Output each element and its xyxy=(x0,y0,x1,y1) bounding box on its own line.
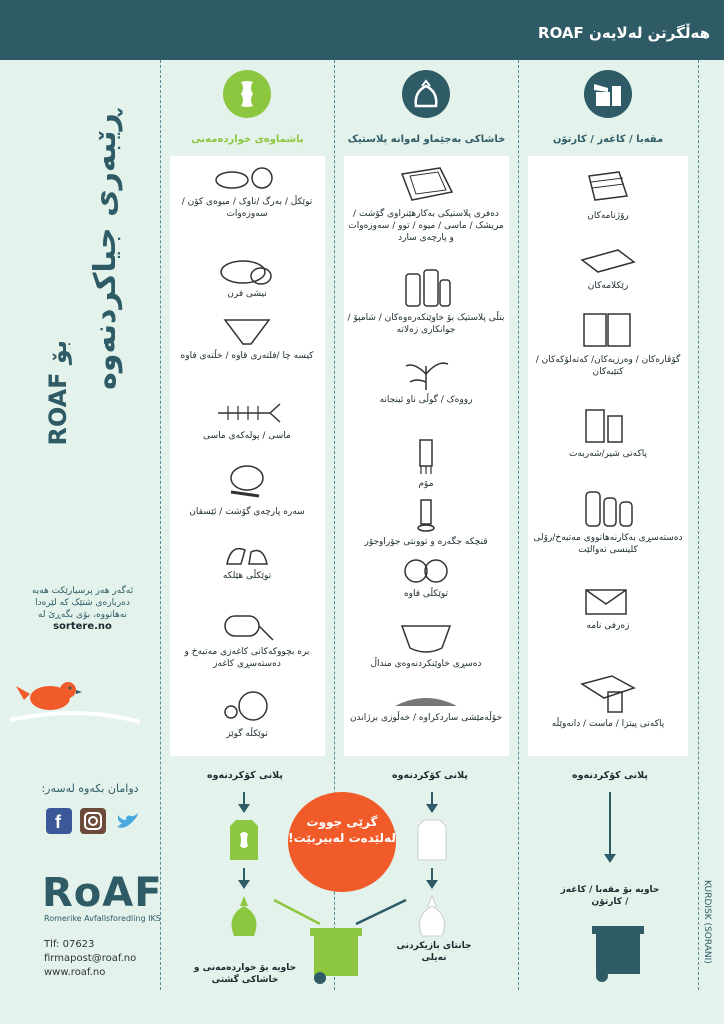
item-label: رۆژنامەکان xyxy=(587,211,629,221)
list-item xyxy=(346,260,506,336)
sortere-link[interactable]: sortere.no xyxy=(53,621,112,632)
envelope-icon xyxy=(578,582,638,618)
milk-carton-icon xyxy=(578,400,638,446)
divider xyxy=(698,60,699,990)
list-item xyxy=(346,494,506,548)
plan-food: پلانی کۆکردنەوە xyxy=(207,770,283,781)
ash-icon xyxy=(391,690,461,710)
item-label: رێکلامەکان xyxy=(587,281,629,291)
list-item xyxy=(530,166,686,222)
list-item xyxy=(172,316,322,362)
arrow-head xyxy=(238,880,250,889)
peels-icon xyxy=(212,162,282,194)
divider xyxy=(160,60,161,990)
apple-core-icon xyxy=(223,70,271,118)
plastic-tray-icon xyxy=(396,162,456,206)
bin-label-paper: حاویە بۆ مقەبا / کاغەز / کارتۆن xyxy=(560,885,660,907)
list-item xyxy=(346,556,506,600)
twitter-icon[interactable] xyxy=(114,808,140,834)
list-item xyxy=(530,308,686,378)
language-label: KURDISK (SORANI) xyxy=(702,880,712,964)
header-title: هەڵگرتن لەلایەن ROAF‌ xyxy=(538,24,710,42)
list-item xyxy=(172,608,322,670)
arrow-head xyxy=(238,804,250,813)
column-heading-paper: مقەبا / کاغەز / کارتۆن xyxy=(552,134,664,145)
item-label: بتڵی پلاستیک بۆ خاوێنکەرەوەکان / شامپۆ / جوانکاری زەلاتە xyxy=(347,313,505,335)
plan-plastic: پلانی کۆکردنەوە xyxy=(392,770,468,781)
divider xyxy=(518,60,519,990)
magazine-icon xyxy=(578,308,638,352)
coffee-capsule-icon xyxy=(396,556,456,586)
vertical-title xyxy=(30,110,150,530)
meat-bone-icon xyxy=(217,462,277,504)
title-line-1: ڕێبەری جیاکردنەوە xyxy=(88,110,123,390)
list-item xyxy=(530,244,686,292)
arrow xyxy=(609,792,611,856)
item-label: ماسی / پولەکەی ماسی xyxy=(203,431,291,441)
candle-icon xyxy=(411,432,441,476)
arrow-head xyxy=(426,880,438,889)
title-line-2: بۆ ROAF xyxy=(44,340,72,446)
item-label: توێکڵی هێلکە xyxy=(222,571,272,581)
bin-label-plastic: جانتای بازیکردنی نەیلی xyxy=(396,941,472,963)
list-item xyxy=(172,256,322,300)
paper-towel-icon xyxy=(217,608,277,644)
fish-bone-icon xyxy=(212,398,282,428)
item-label: سەرە پارچەی گۆشت / ئێسقان xyxy=(189,507,305,517)
newspaper-icon xyxy=(583,166,633,208)
diaper-icon xyxy=(396,618,456,656)
pizza-box-icon xyxy=(578,664,638,716)
white-bag-icon xyxy=(412,816,452,864)
plan-paper: پلانی کۆکردنەوە xyxy=(572,770,648,781)
paper-roll-icon xyxy=(578,486,638,530)
phone: Tlf: 07623 xyxy=(44,939,95,950)
list-item xyxy=(172,462,322,518)
contact-info xyxy=(44,938,136,980)
svg-text:f: f xyxy=(55,812,61,832)
follow-label: دوامان بکەوە لەسەر: xyxy=(41,782,139,795)
facebook-icon[interactable] xyxy=(46,808,72,834)
item-label: برە بچووکەکانی کاغەزی مەتبەخ و دەستەسڕی کاغەز xyxy=(184,647,310,669)
website[interactable]: www.roaf.no xyxy=(44,967,106,978)
list-item xyxy=(346,162,506,244)
nut-shell-icon xyxy=(217,686,277,726)
item-label: قنچکە جگەرە و توونتی جۆراوجۆر xyxy=(364,537,488,547)
tied-green-bag-icon xyxy=(224,892,264,938)
list-item xyxy=(530,486,686,556)
list-item xyxy=(346,352,506,406)
green-bag-icon xyxy=(224,816,264,864)
bread-icon xyxy=(217,256,277,286)
tie-knot-sticker: گرێی جووت لەلێدەت لەبیربێت! xyxy=(288,792,396,892)
list-item xyxy=(530,664,686,730)
header-bar xyxy=(0,0,724,60)
item-label: گۆڤارەکان / وەرزیەکان/ کەتەلۆکەکان / کتێبەکان xyxy=(535,355,681,377)
arrow-head xyxy=(604,854,616,863)
info-bubble xyxy=(20,585,145,649)
list-item xyxy=(346,690,506,724)
item-label: توێکڵە گوێز xyxy=(226,729,268,739)
list-item xyxy=(172,162,322,220)
plant-icon xyxy=(396,352,456,392)
item-label: دەستەسڕی بەکارنەهاتووی مەتبەخ/رۆلی کلینسی تەوالێت xyxy=(533,533,683,555)
tied-white-bag-icon xyxy=(412,892,452,938)
item-label: کیسە چا /فلتەری قاوە / خڵتەی قاوە xyxy=(180,351,314,361)
list-item xyxy=(172,686,322,740)
column-heading-plastic: خاشاکی بەجێماو لەوانە پلاستیک xyxy=(347,134,506,145)
list-item xyxy=(346,618,506,670)
item-label: رووەک / گوڵی ناو ئینجانە xyxy=(379,395,473,405)
bin-label-food: حاویە بۆ خواردەمەنی و خاشاکی گشتی xyxy=(193,963,297,985)
item-label: پاکەتی شیر/شەربەت xyxy=(569,449,647,459)
item-label: توێکڵی قاوە xyxy=(403,589,449,599)
item-label: توێکڵ / بەرگ /ناوک / میوەی کۆن / سەوزەوات xyxy=(181,197,313,219)
flyer-icon xyxy=(578,244,638,278)
bird-icon xyxy=(10,660,140,730)
green-bin-icon xyxy=(306,922,366,986)
list-item xyxy=(172,398,322,442)
item-label: زەرفی نامە xyxy=(586,621,630,631)
email[interactable]: firmapost@roaf.no xyxy=(44,953,137,964)
arrow-head xyxy=(426,804,438,813)
list-item xyxy=(172,540,322,582)
logo-subtitle: Romerike Avfallsforedling IKS xyxy=(44,914,161,923)
coffee-filter-icon xyxy=(217,316,277,348)
item-label: نیشی فرن xyxy=(227,289,267,299)
paper-box-icon xyxy=(584,70,632,118)
roaf-logo: RoAF xyxy=(42,870,163,916)
item-label: خۆڵەمێشی ساردکراوە / خەڵوزی برژاندن xyxy=(349,713,503,723)
list-item xyxy=(346,432,506,490)
list-item xyxy=(530,400,686,460)
cigarette-icon xyxy=(411,494,441,534)
trash-bag-icon xyxy=(402,70,450,118)
instagram-icon[interactable] xyxy=(80,808,106,834)
plastic-bottles-icon xyxy=(396,260,456,310)
item-label: پاکەتی پیتزا / ماست / دانەوێڵە xyxy=(551,719,665,729)
eggshell-icon xyxy=(217,540,277,568)
item-label: دەسڕی خاوێنکردنەوەی منداڵ xyxy=(370,659,482,669)
teal-bin-icon xyxy=(588,920,648,984)
item-label: دەفری پلاستیکی بەکارهێنراوی گۆشت / مریشک / ماسی / میوە / توو / سەوزەوات و پارچەی سارد xyxy=(348,209,504,243)
item-label: مۆم xyxy=(418,479,434,489)
column-heading-food: پاشماوەی خواردەمەنی xyxy=(191,134,304,145)
list-item xyxy=(530,582,686,632)
bubble-text: ئەگەر هەر پرسیارێکت هەیە دەربارەی شتێک کە لێرەدا نەهاتووە، بۆی بگەڕێ لە xyxy=(31,586,134,620)
